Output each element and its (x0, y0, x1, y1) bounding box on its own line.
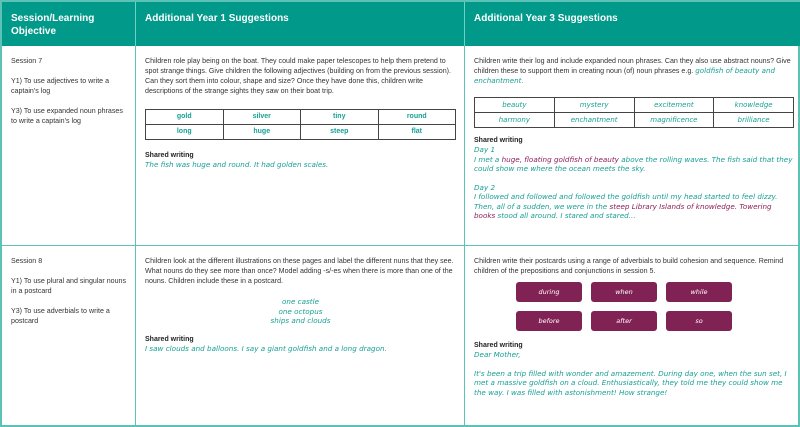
year1-intro: Children look at the different illustrations on these pages and label the different nuns that they see. What nouns do they see more than once? Model adding -s/-es when there is more than one of the nouns. Children include these in a postcard. (145, 257, 454, 285)
day2-highlight: steep Library Islands of knowledge. Towering books (474, 201, 772, 220)
year3-intro (474, 56, 794, 86)
word-cell: harmony (475, 113, 555, 128)
word-cell: beauty (475, 98, 555, 113)
day1-post: above the rolling waves. The fish said that they could show me where the ocean meets the sky. (474, 154, 793, 173)
shared-writing-label: Shared writing (145, 335, 194, 343)
chip-during: during (516, 282, 582, 302)
word-cell: silver (223, 110, 301, 125)
day1-highlight: huge, floating goldfish of beauty (501, 154, 619, 164)
word-cell: mystery (554, 98, 634, 113)
word-cell: enchantment (554, 113, 634, 128)
word-cell: steep (301, 125, 379, 140)
header-year1: Additional Year 1 Suggestions (135, 2, 464, 46)
intro-example: goldfish of beauty and enchantment. (474, 66, 775, 85)
postcard-greeting: Dear Mother, (474, 350, 521, 359)
session-8-year3 (464, 245, 800, 427)
abstract-noun-table (474, 97, 794, 128)
y1-objective: Y1) To use adjectives to write a captain's log (11, 77, 110, 95)
session-7-year1 (135, 46, 464, 245)
adverbial-chips (516, 282, 794, 331)
word-cell: tiny (301, 110, 379, 125)
word-cell: round (378, 110, 456, 125)
shared-writing-label: Shared writing (474, 342, 523, 349)
word-cell: excitement (634, 98, 714, 113)
postcard-body: It's been a trip filled with wonder and amazement. During day one, when the sun set, I met a massive goldfish on a cloud. Enthusiastically, they told me they could show me the way. I was filled with astonishment! How strange! (474, 368, 787, 397)
shared-writing-text: The fish was huge and round. It had golden scales. (145, 160, 329, 169)
day1-label: Day 1 (474, 145, 496, 154)
table-row (475, 98, 794, 113)
header-year3: Additional Year 3 Suggestions (464, 2, 800, 46)
year3-intro-text: Children write their log and include expanded noun phrases. Can they also use abstract nouns? Give children these to support them in creating noun (of) noun phrases e.g. (474, 57, 791, 75)
session-7-year3 (464, 46, 800, 245)
chip-when: when (591, 282, 657, 302)
table-row (146, 125, 456, 140)
header-session-objective: Session/Learning Objective (2, 2, 135, 46)
year3-intro: Children write their postcards using a range of adverbials to build cohesion and sequence. Remind children of the prepositions and conjunctions in session 5. (474, 257, 784, 275)
y3-objective: Y3) To use adverbials to write a postcard (11, 307, 110, 325)
day2-post: stood all around. I stared and stared... (495, 211, 636, 220)
noun-examples (145, 297, 456, 326)
chip-after: after (591, 311, 657, 331)
table-row (146, 110, 456, 125)
day2-text (474, 192, 794, 221)
adjective-table (145, 109, 456, 140)
word-cell: gold (146, 110, 224, 125)
example-item: one castle (282, 297, 319, 306)
example-item: ships and clouds (270, 316, 331, 325)
word-cell: brilliance (714, 113, 794, 128)
chip-before: before (516, 311, 582, 331)
day2-pre: I followed and followed and followed the goldfish until my head started to feel dizzy. Then, all of a sudden, we were in the (474, 192, 778, 211)
word-cell: knowledge (714, 98, 794, 113)
session-7-objective (2, 46, 135, 245)
session-title: Session 7 (11, 57, 43, 65)
day1-text (474, 155, 794, 174)
word-cell: magnificence (634, 113, 714, 128)
word-cell: long (146, 125, 224, 140)
shared-writing-label: Shared writing (474, 137, 523, 144)
chip-while: while (666, 282, 732, 302)
day1-pre: I met a (474, 154, 502, 164)
shared-writing-text: I saw clouds and balloons. I say a giant goldfish and a long dragon. (145, 343, 387, 353)
y1-objective: Y1) To use plural and singular nouns in a postcard (11, 277, 127, 295)
table-row (475, 113, 794, 128)
word-cell: flat (378, 125, 456, 140)
y3-objective: Y3) To use expanded noun phrases to write a captain's log (11, 107, 123, 125)
chip-so: so (666, 311, 732, 331)
year1-intro: Children role play being on the boat. They could make paper telescopes to help them pretend to spot strange things. Give children the following adjectives (building on from the previous session). Can they sort them into colour, shape and size? Once they have done this, children write descriptions of the strange sights they saw on their boat trip. (145, 57, 451, 95)
day2-label: Day 2 (474, 182, 496, 192)
session-title: Session 8 (11, 257, 43, 265)
session-8-year1 (135, 245, 464, 427)
example-item: one octopus (278, 306, 323, 316)
shared-writing-label: Shared writing (145, 152, 194, 159)
session-8-objective (2, 245, 135, 427)
word-cell: huge (223, 125, 301, 140)
